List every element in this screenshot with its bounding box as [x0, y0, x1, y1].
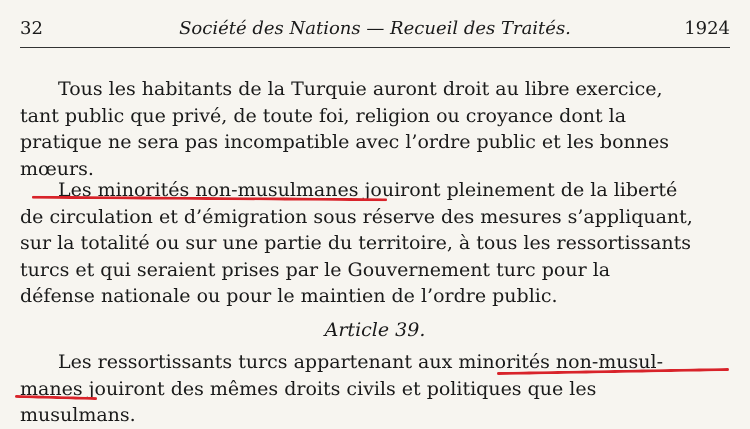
paragraph-1 — [20, 76, 725, 186]
text-line: mœurs. — [20, 157, 94, 180]
text-line: pratique ne sera pas incompatible avec l’ordre public et les bonnes — [20, 131, 669, 153]
text-line: musulmans. — [20, 404, 136, 426]
text-line: Les minorités non-musulmanes jouiront pleinement de la liberté — [58, 179, 678, 201]
paragraph-3 — [20, 349, 725, 426]
text-line: Tous les habitants de la Turquie auront droit au libre exercice, — [58, 78, 663, 100]
text-line: Les ressortissants turcs appartenant aux minorités non-musul- — [58, 351, 663, 373]
text-line: turcs et qui seraient prises par le Gouvernement turc pour la — [20, 258, 611, 281]
header-rule — [20, 47, 730, 48]
text-line: manes jouiront des mêmes droits civils et politiques que les — [20, 377, 597, 400]
text-line: de circulation et d’émigration sous réserve des mesures s’appliquant, — [20, 205, 693, 228]
text-line: sur la totalité ou sur une partie du territoire, à tous les ressortissants — [20, 232, 692, 254]
page-header — [20, 14, 730, 44]
text-line: défense nationale ou pour le maintien de l’ordre public. — [20, 285, 558, 307]
page-number: 32 — [20, 18, 43, 39]
article-heading: Article 39. — [324, 319, 426, 341]
year: 1924 — [684, 18, 730, 39]
text-line: tant public que privé, de toute foi, religion ou croyance dont la — [20, 104, 627, 127]
running-title: Société des Nations — Recueil des Traités. — [179, 18, 571, 39]
